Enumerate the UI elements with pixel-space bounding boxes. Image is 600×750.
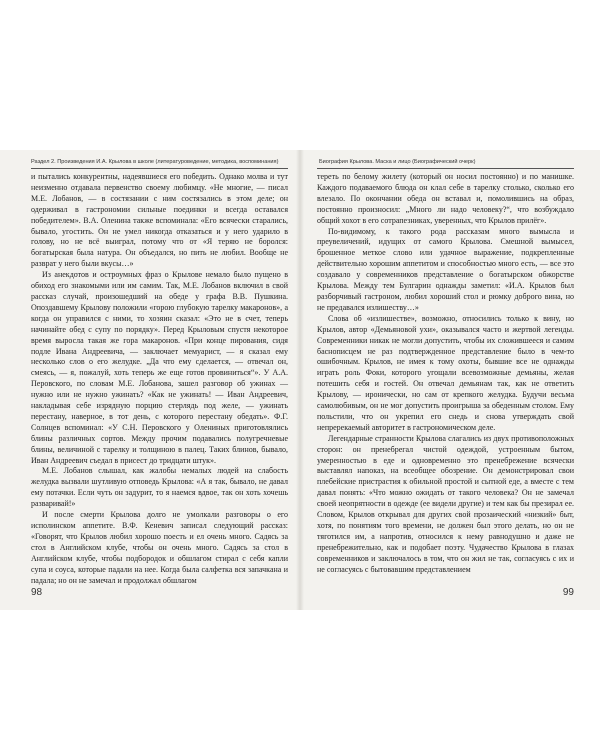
page-number-right: 99	[562, 587, 574, 598]
paragraph: и пытались конкурентны, надеявшиеся его победить. Однако молва и тут неизменно отдавала первенство своему любимцу. «Не многие, — писал М.Е. Лобанов, — в состязании с ним состязались в этом деле; он одерживал в гастрономии сильные поединки и всегда оставался победителем». В.А. Оленина также вспоминала: «Его всячески старались, бывало, угостить. Он не умел никогда отказаться и у него ударило в голову, но не всё выиграл, потому что от «Я теряю не боролся: богатырская была натура. Он объедался, но пить не любил. Вообще не разврат у него были вкусы…»	[31, 172, 288, 269]
paragraph: Легендарные странности Крылова слагались из двух противоположных сторон: он пренебрегал чистой одеждой, устроенным бытом, умеренностью в еде и одновременно это пренебрежение всячески выставлял напоказ, на всеобщее обозрение. Он демонстрировал свои плебейские пристрастия к обильной простой и сытной еде, а вместе с тем давал понять: «Что можно ожидать от такого человека? Он не замечал своей неопрятности в одежде (ее видели другие) и тем как бы презирал ее. Словом, Крылов открывал для других свой прозаический «низкий» быт, хотя, по понятиям того времени, не должен был этого делать, но он не тяготился им, а напротив, относился к нему равнодушно и даже не пренебрежительно, как и подобает поэту. Чудачество Крылова в глазах современников и заключалось в том, что он жил не так, согласуясь с их и не согласуясь с бытовавшим представлением	[317, 433, 574, 574]
paragraph: И после смерти Крылова долго не умолкали разговоры о его исполинском аппетите. В.Ф. Кеневич записал следующий рассказ: «Говорят, что Крылов любил хорошо поесть и ел очень много. Садясь за стол в Английском клубе, чтобы он очень много. Садясь за стол в Английском клубе, чтобы подбородок и обшлагом стирал с себя капли супа и соуса, которые падали на нее. Когда была салфетка вся запачкана и падала; но он не замечал и продолжал обшлагом	[31, 510, 288, 585]
book-spread	[0, 150, 600, 610]
left-page-text	[31, 172, 288, 586]
running-head-right: Биография Крылова. Маска и лицо (Биографический очерк)	[317, 158, 574, 169]
left-page	[0, 150, 300, 610]
page-number-left: 98	[31, 587, 43, 598]
right-page	[300, 150, 600, 610]
paragraph: Из анекдотов и остроумных фраз о Крылове немало было пущено в обиход его знакомыми или им самим. Так, М.Е. Лобанов включил в свой рассказ случай, произошедший на обеде у графа В.В. Пушкина. Опоздавшему Крылову положили «горою глубокую тарелку макаронов», а когда он управился с ними, то хозяин сказал: «Это не в счет, теперь начинайте обед с супу по порядку». Перед Крыловым спустя некоторое время выросла такая же гора макаронов. «При конце пирования, сидя подле Ивана Андреевича, — заключает мемуарист, — я сказал ему несколько слов о его желудке. „Да что ему сделается, — отвечал он, смеясь, — я, пожалуй, хоть теперь же еще готов провиниться“». У А.А. Перовского, по словам М.Е. Лобанова, зашел разговор об ужинах — нужно или не нужно ужинать? «Как не ужинать! — Иван Андреевич, накладывая себе изрядную порцию стерлядь под желе, — ужинать перестану, наверное, в тот день, с которого перестану обедать». Ф.Г. Солнцев вспоминал: «У С.Н. Перовского у Олениных приготовлялись блины различных сортов. Между прочим подавались полугречневые блины, величиной с тарелку и толщиною в палец. Таких блинов, бывало, Иван Андреевич съедал в присест до тридцати штук».	[31, 270, 288, 465]
paragraph: Слова об «излишестве», возможно, относились только к вину, но Крылов, автор «Демьяновой ухи», оказывался часто и жертвой легенды. Современники никак не могли допустить, чтобы их сложившееся и самим баснописцем не раз подтвержденное представление было в чем-то ошибочным. Крылов, не имея к тому охоты, бывшие все не однажды играть роль Фоки, которого угощали всевозможные демьяны, желая потешить себя и гостей. Он отвечал демьянам так, как не ответить Крылову, — иронически, но сам от крепкого желудка. Будучи весьма самолюбивым, он не мог допустить проигрыша за обеденным столом. Ему польстили, что он укрепил его снедь и снова утверждать свой непререкаемый авторитет в гастрономическом деле.	[317, 313, 574, 432]
right-page-text	[317, 172, 574, 576]
paragraph: тереть по белому жилету (который он носил постоянно) и по манишке. Каждого подаваемого блюда он клал себе в тарелку столько, сколько его влезало. По окончании обеда он вставал и, помолившись на образ, постоянно произносил: „Много ли надо человеку?“, что возбуждало общий хохот в его сотрапезниках, уверенных, что Крылов прилёг».	[317, 172, 574, 225]
paragraph: По-видимому, к такого рода рассказам много вымысла и преувеличений, идущих от самого Крылова. Смешной вымысел, брошенное меткое слово или удачное выражение, подкрепленные действительно хорошим аппетитом и способностью много есть, — все это создавало у современников представление о богатырском обжорстве Крылова. Между тем Булгарин однажды заметил: «И.А. Крылов был разборчивый гастроном, любил хороший стол и рюмку доброго вина, но не предавался излишеству…»	[317, 226, 574, 312]
paragraph: М.Е. Лобанов слышал, как жалобы немалых людей на слабость желудка вызвали шутливую отповедь Крылова: «А я так, бывало, не давал ему потачки. Если чуть он задурит, то я наемся вдвое, так он хоть хочешь разваривай!»	[31, 466, 288, 509]
running-head-left: Раздел 2. Произведения И.А. Крылова в школе (литературоведение, методика, воспоминания)	[31, 158, 288, 169]
